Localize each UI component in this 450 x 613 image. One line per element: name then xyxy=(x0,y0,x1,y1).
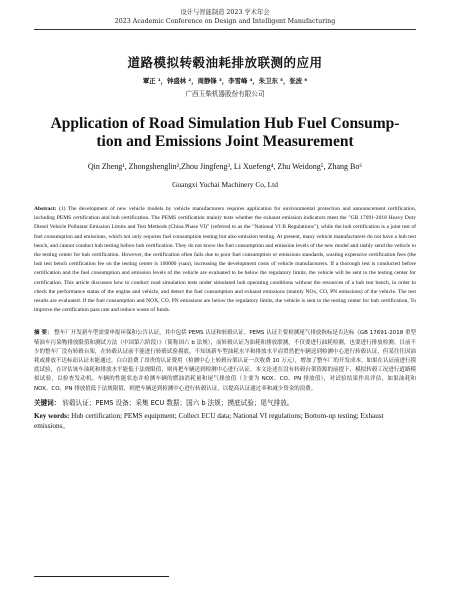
chinese-abstract-text: 整车厂开发新车型需要申报环保和公告认证，其中包括 PEMS 认证和转毂认证。PEMS 认证主要检测尾气排放指标是否达标《GB 17691-2018 重型柴油车污染物排放限值和测试方法（中国第六阶段）》（简称国六 b 法规），而转毂认证为油耗和排放联测，不仅要进行油耗检测，也要进行排放检测。目前不少的整车厂没有转毂台架，在转毂认证前不能进行转毂试验摸底，不知该新车型油耗水平和排放水平而贸然把车辆送到检测中心进行转毂认证，但某往往因油耗或排放不达标而认证未能通过，白白浪费了昂贵的认证费用（检测中心上转毂台架认证一次收费 10 万元），增加了整车厂的开发成本。如果在认证前进行摸底试验，在评估该车油耗和排放水平能低于法规限值，则再把车辆送到检测中心进行认证。本文论述在没有转毂台架资源的前提下，模拟转毂工况进行道路模拟试验，以检查发动机、车辆的性能状态并检测车辆的燃油消耗量和尾气排放值（主要为 NOX、CO、PN 排放值），对试验结果作出评估，如果油耗和 NOX、CO、PN 排放值低于法规限值，则把车辆送到检测中心进行转毂认证，以提高认证通过率和减少资金的浪费。 xyxy=(34,330,416,392)
chinese-keywords xyxy=(34,397,416,407)
chinese-title: 道路模拟转毂油耗排放联测的应用 xyxy=(127,55,323,70)
english-abstract xyxy=(34,205,416,315)
chinese-abstract xyxy=(34,329,416,393)
header-conference-en: 2023 Academic Conference on Design and Intelligent Manufacturing xyxy=(114,18,336,25)
english-keywords-text: Hub certification; PEMS equipment; Collect ECU data; National VI regulations; Bottom-up testing; Exhaust emissions。 xyxy=(34,411,384,430)
chinese-affiliation: 广西玉柴机器股份有限公司 xyxy=(185,90,265,98)
english-keywords xyxy=(34,411,416,431)
footnote-rule xyxy=(34,576,169,577)
english-affiliation: Guangxi Yuchai Machinery Co, Ltd xyxy=(172,180,278,189)
english-title-line-1: Application of Road Simulation Hub Fuel Consump- xyxy=(50,115,400,132)
header-conference-cn: 设计与智能制造 2023 学术年会 xyxy=(180,9,270,16)
english-title xyxy=(34,115,416,151)
chinese-authors: 覃正 ¹，钟盛林 ²，周静锋 ³，李雪峰 ⁴，朱卫东 ⁵，张波 ⁶ xyxy=(142,77,308,85)
chinese-keywords-label: 关键词： xyxy=(34,398,61,407)
english-keywords-label: Key words: xyxy=(34,411,70,420)
header-rule xyxy=(34,29,416,30)
english-abstract-label: Abstract: xyxy=(34,206,57,212)
chinese-abstract-label: 摘 要： xyxy=(34,330,53,337)
english-authors: Qin Zheng¹, Zhongshenglin²,Zhou Jingfeng³, Li Xuefeng⁴, Zhu Weidong⁵, Zhang Bo⁶ xyxy=(87,162,363,171)
chinese-keywords-text: 转毂认证；PEMS 设备；采集 ECU 数据；国六 b 法规；摸底试验；尾气排放。 xyxy=(62,398,294,407)
english-abstract-text: (1) The development of new vehicle models by vehicle manufacturers requires application for environmental protection and announcement certification, including PEMS certification and hub certification. The PEMS certification mainly tests whether the exhaust emission indicators meet the "GB 17691-2018 Heavy Duty Diesel Vehicle Pollutant Emission Limits and Test Methods (China Phase VI)" (referred to as the "National VI B Regulations"), while the hub certification is a joint test of fuel consumption and emissions, which not only requires fuel consumption testing but also emission testing. At present, many vehicle manufacturers do not have a hub test bench, and cannot conduct hub testing before hub certification. They do not know the fuel consumption and emission levels of the new model and rashly send the vehicle to the testing center for hub certification. However, the certification often fails due to poor fuel consumption or emissions standards, wasting expensive certification fees (the hub test bench certification fee on the testing center is 100000 yuan), increasing the development costs of vehicle manufacturers. If a thorough test is conducted before certification and the fuel consumption and emission levels of the vehicle are evaluated to be below the regulatory limits, the vehicle will be sent to the testing center for certification. This article discusses how to conduct road simulation tests under simulated hub operating conditions without the resources of a hub test bench, in order to check the performance status of the engine and vehicle, and detect the fuel consumption and exhaust emissions (mainly NOx, CO, PN emissions) of the vehicle. The test results are evaluated. If the fuel consumption and NOX, CO, PN emissions are below the regulatory limits, the vehicle is sent to the testing center for hub certification, To improve the certification pass rate and reduce waste of funds. xyxy=(34,206,416,314)
running-header xyxy=(34,8,416,26)
english-title-line-2: tion and Emissions Joint Measurement xyxy=(96,133,354,150)
